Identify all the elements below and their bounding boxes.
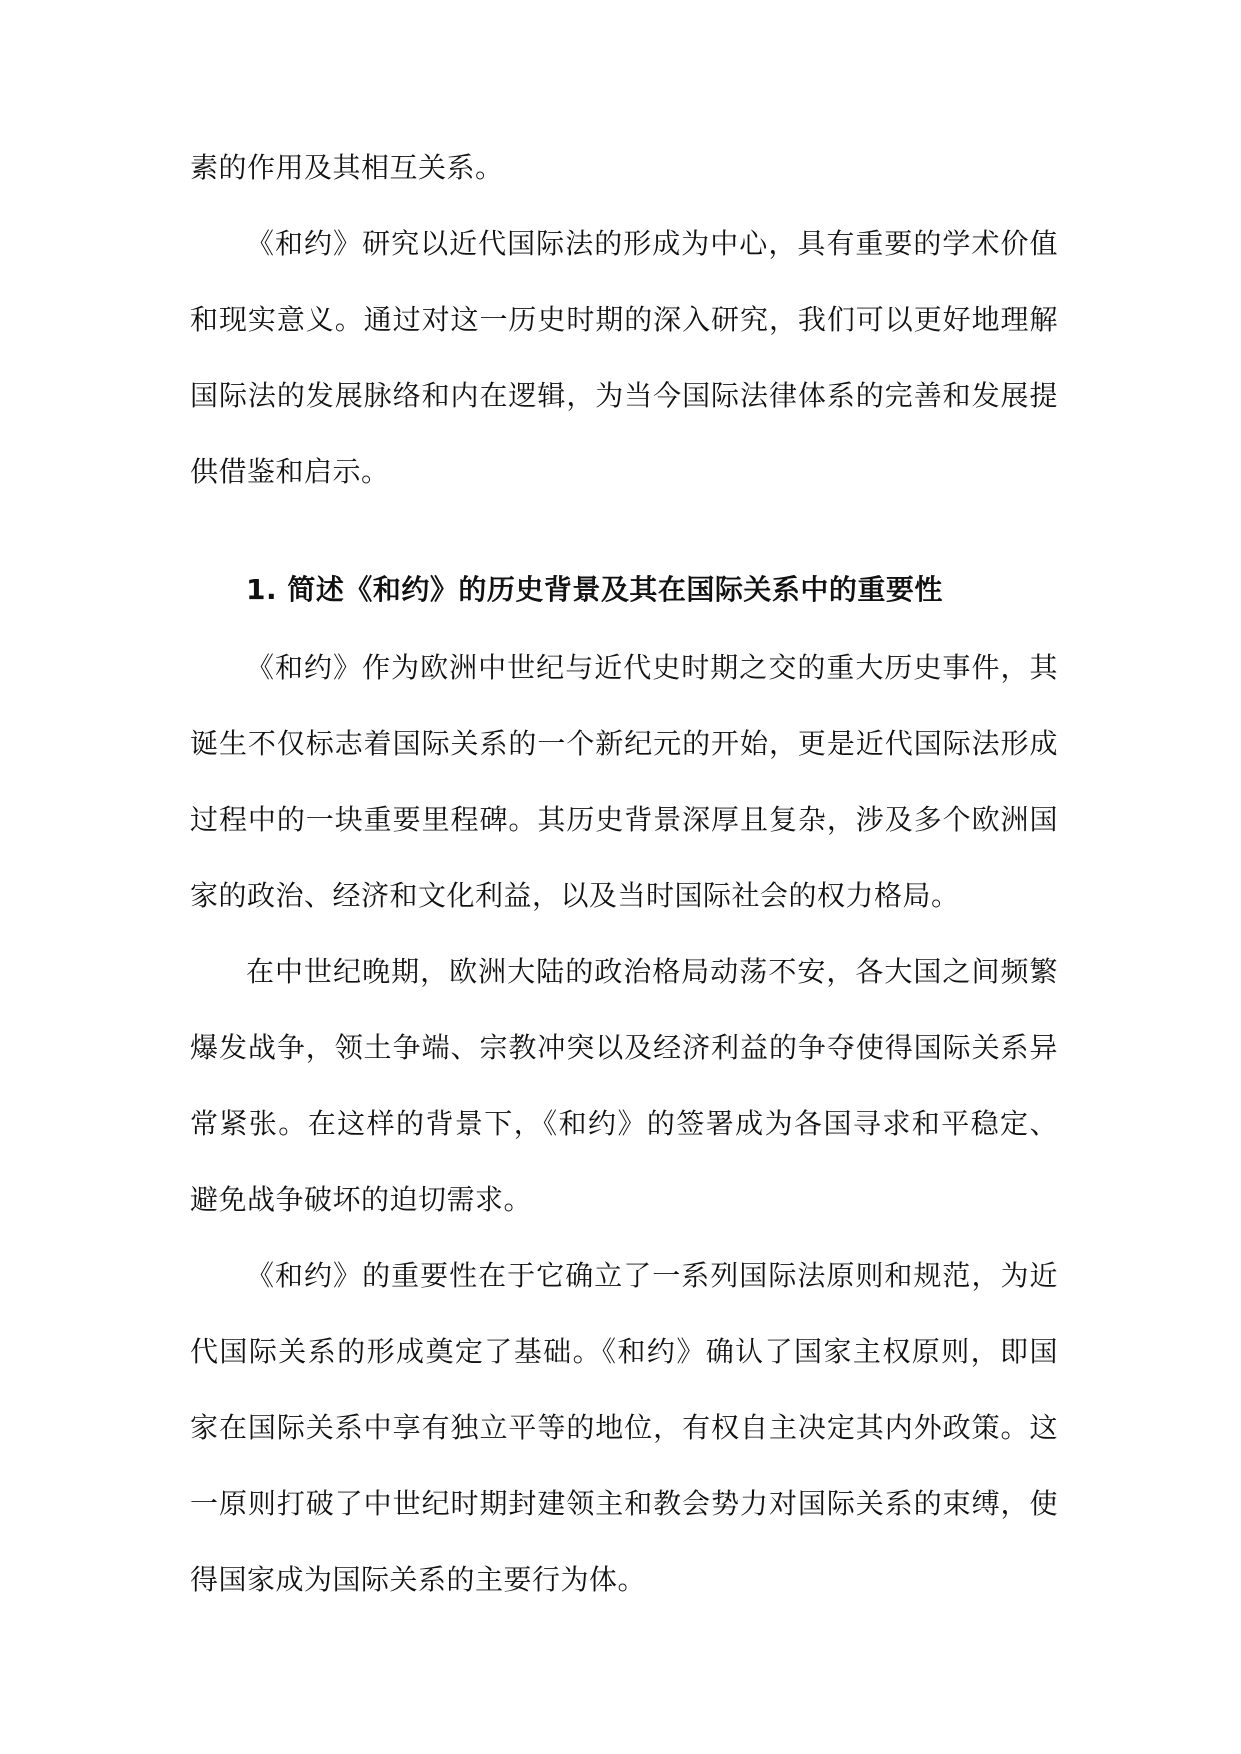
document-body: [190, 130, 1058, 1618]
paragraph-late-middle-ages: 在中世纪晚期，欧洲大陆的政治格局动荡不安，各大国之间频繁爆发战争，领土争端、宗教冲突以及经济利益的争夺使得国际关系异常紧张。在这样的背景下，《和约》的签署成为各国寻求和平稳定、避免战争破坏的迫切需求。: [190, 955, 1058, 1216]
paragraph-historical-background: 《和约》作为欧洲中世纪与近代史时期之交的重大历史事件，其诞生不仅标志着国际关系的一个新纪元的开始，更是近代国际法形成过程中的一块重要里程碑。其历史背景深厚且复杂，涉及多个欧洲国家的政治、经济和文化利益，以及当时国际社会的权力格局。: [190, 651, 1058, 912]
paragraph-importance: 《和约》的重要性在于它确立了一系列国际法原则和规范，为近代国际关系的形成奠定了基础。《和约》确认了国家主权原则，即国家在国际关系中享有独立平等的地位，有权自主决定其内外政策。这一原则打破了中世纪时期封建领主和教会势力对国际关系的束缚，使得国家成为国际关系的主要行为体。: [190, 1259, 1058, 1596]
paragraph-research-significance: 《和约》研究以近代国际法的形成为中心，具有重要的学术价值和现实意义。通过对这一历史时期的深入研究，我们可以更好地理解国际法的发展脉络和内在逻辑，为当今国际法律体系的完善和发展提供借鉴和启示。: [190, 227, 1058, 488]
paragraph-continuation: 素的作用及其相互关系。: [190, 151, 504, 184]
section-heading: 1. 简述《和约》的历史背景及其在国际关系中的重要性: [246, 573, 943, 606]
